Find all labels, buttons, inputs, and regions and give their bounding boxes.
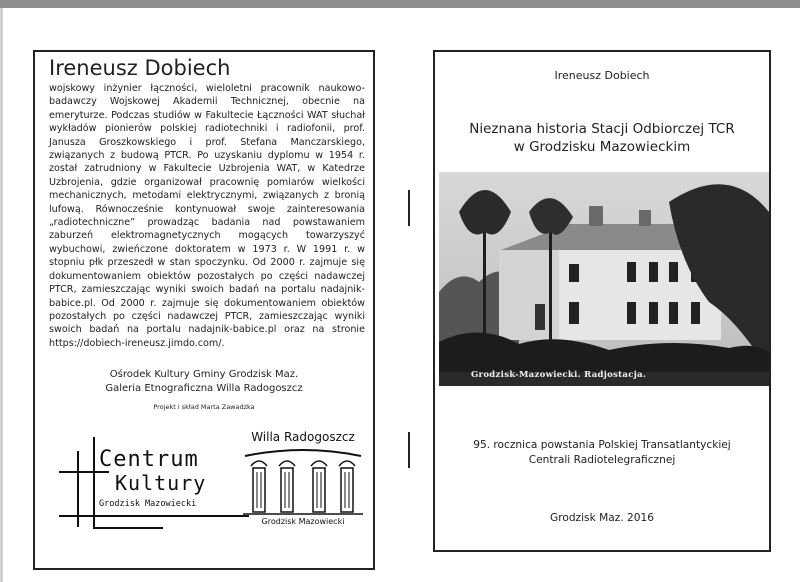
cover-title [435,120,769,156]
author-name-heading: Ireneusz Dobiech [49,56,231,80]
organizer-line-1: Ośrodek Kultury Gminy Grodzisk Maz. [109,369,299,380]
willa-radogoszcz-logo [243,430,363,530]
anniversary-line2: Centrali Radiotelegraficznej [528,454,676,466]
back-cover-page [33,50,375,570]
cover-title-line2: w Grodzisku Mazowieckim [513,139,691,155]
fold-mark-upper [408,190,410,226]
author-biography: wojskowy inżynier łączności, wieloletni pracownik naukowo-badawczy Wojskowej Akademii Technicznej, obecnie na emeryturze. Podczas studiów w Fakultecie Łączności WAT słuchał wykładów pionierów polskiej radiotechniki i radiofonii, prof. Janusza Groszkowskiego i prof. Stefana Manczarskiego, związanych z budową PTCR. Po uzyskaniu dyplomu w 1954 r. został zatrudniony w Fakultecie Uzbrojenia WAT, w Katedrze Uzbrojenia, gdzie organizował pracownię pomiarów wielkości mechanicznych, metodami elektrycznymi, związanych z bronią lufową. Równocześnie kontynuował swoje zainteresowania „radiotechniczne” prowadząc badania nad powstawaniem zaburzeń elektromagnetycznych mogących towarzyszyć wybuchowi, zwieńczone doktoratem w 1973 r. W 1991 r. w stopniu płk przeszedł w stan spoczynku. Od 2000 r. zajmuje się dokumentowaniem obiektów pozostałych po części nadawczej PTCR, zamieszczając wyniki swoich badań na portalu nadajnik-babice.pl. Od 2000 r. zajmuje się dokumentowaniem obiektów pozostałych po części nadawczej PTCR, zamieszczając wyniki swoich badań na portalu nadajnik-babice.pl oraz na stronie https://dobiech-ireneusz.jimdo.com/. [49,83,365,349]
design-credit: Projekt i skład Marta Zawadzka [153,403,255,411]
anniversary-text [435,438,769,468]
logo-wr-subtitle: Grodzisk Mazowiecki [261,517,345,526]
fold-mark-lower [408,432,410,468]
logo-wr-title: Willa Radogoszcz [251,430,355,444]
villa-columns-icon [243,446,363,516]
radio-station-building-image [439,172,769,386]
place-and-year: Grodzisk Maz. 2016 [550,512,654,524]
historic-building-photo [439,172,769,386]
scan-top-edge [0,0,800,8]
scan-left-edge [0,8,3,582]
front-cover-page [433,50,771,552]
cover-author: Ireneusz Dobiech [554,69,650,82]
logo-ck-line3: Grodzisk Mazowiecki [99,499,197,509]
logo-ck-line2: Kultury [115,471,207,495]
logo-ck-line1: Centrum [99,447,199,472]
photo-caption: Grodzisk-Mazowiecki. Radjostacja. [471,370,647,380]
anniversary-line1: 95. rocznica powstania Polskiej Transatlantyckiej [473,439,731,451]
centrum-kultury-logo [59,437,249,547]
cover-title-line1: Nieznana historia Stacji Odbiorczej TCR [469,121,735,137]
organizer-line-2: Galeria Etnograficzna Willa Radogoszcz [105,383,303,394]
